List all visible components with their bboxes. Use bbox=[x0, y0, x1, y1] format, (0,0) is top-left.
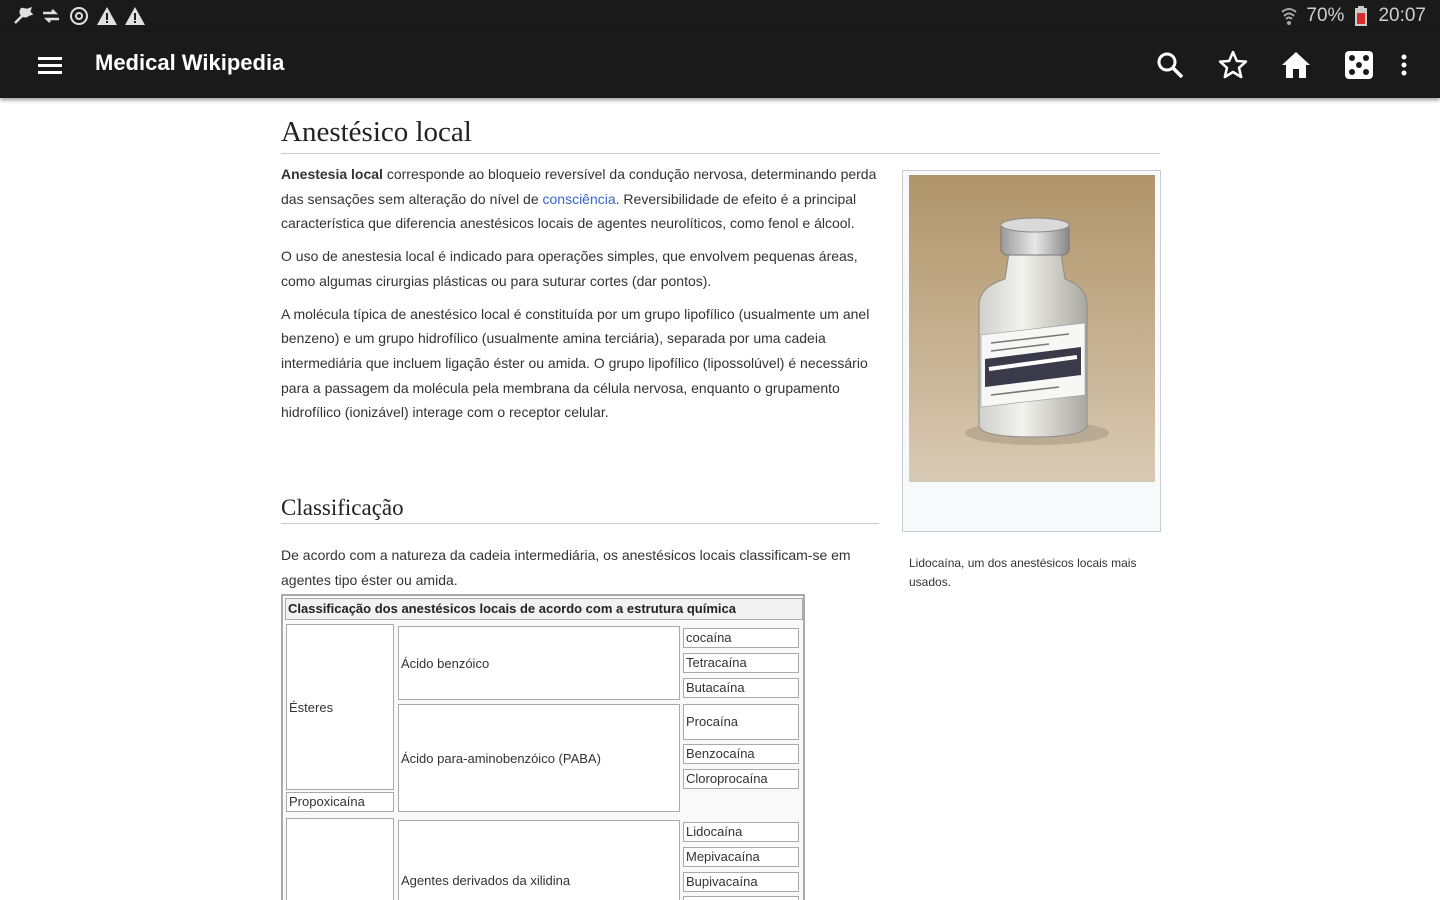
consciencia-link[interactable]: consciência bbox=[542, 190, 616, 207]
search-icon bbox=[1155, 50, 1185, 80]
random-article-button[interactable] bbox=[1339, 46, 1379, 84]
table-cell-group: Ésteres bbox=[286, 624, 394, 790]
lidocaine-vial-image[interactable] bbox=[909, 175, 1155, 482]
table-cell-drug: Mepivacaína bbox=[683, 847, 799, 867]
home-icon bbox=[1280, 50, 1312, 80]
overflow-menu-button[interactable] bbox=[1386, 46, 1422, 84]
home-button[interactable] bbox=[1276, 46, 1316, 84]
section-paragraph: De acordo com a natureza da cadeia intermediária, os anestésicos locais classificam-se em agentes tipo éster ou amida. bbox=[281, 547, 851, 588]
table-cell-drug: Butacaína bbox=[683, 678, 799, 698]
dice-icon bbox=[1344, 50, 1374, 80]
battery-level: 70% bbox=[1306, 5, 1345, 26]
table-cell-group bbox=[286, 818, 394, 900]
battery-icon bbox=[1350, 5, 1372, 27]
more-vert-icon bbox=[1400, 53, 1408, 77]
table-cell-drug bbox=[683, 896, 799, 900]
table-cell-drug-link[interactable]: Procaína bbox=[683, 704, 799, 740]
intro-text-2: . Reversibilidade de efeito é a principal característica que diferencia anestésicos locais de agentes neurolíticos, como fenol e álcool. bbox=[281, 190, 857, 232]
page-title: Anestésico local bbox=[281, 116, 1160, 154]
table-cell-drug-link[interactable]: Lidocaína bbox=[683, 822, 799, 842]
swap-icon bbox=[40, 5, 62, 27]
warning-icon bbox=[124, 5, 146, 27]
intro-paragraph bbox=[281, 162, 879, 236]
table-cell-drug-link[interactable]: Bupivacaína bbox=[683, 872, 799, 892]
clock: 20:07 bbox=[1378, 5, 1426, 26]
table-cell-group: Propoxicaína bbox=[286, 792, 394, 812]
article-content bbox=[281, 100, 1161, 900]
table-cell-drug: cocaína bbox=[683, 628, 799, 648]
wrench-icon bbox=[12, 5, 34, 27]
wifi-icon bbox=[1278, 5, 1300, 27]
table-cell-subgroup: Ácido para-aminobenzóico (PABA) bbox=[398, 704, 680, 812]
table-cell-drug-link[interactable]: Tetracaína bbox=[683, 653, 799, 673]
image-caption: Lidocaína, um dos anestésicos locais mais usados. bbox=[909, 556, 1137, 589]
table-caption: Classificação dos anestésicos locais de acordo com a estrutura química bbox=[285, 598, 803, 620]
search-button[interactable] bbox=[1150, 46, 1190, 84]
hamburger-icon bbox=[38, 55, 62, 75]
table-cell-subgroup: Agentes derivados da xilidina bbox=[398, 820, 680, 900]
table-cell-drug: Cloroprocaína bbox=[683, 769, 799, 789]
bookmark-button[interactable] bbox=[1213, 46, 1253, 84]
navigation-menu-button[interactable] bbox=[30, 46, 70, 84]
paragraph-3: A molécula típica de anestésico local é constituída por um grupo lipofílico (usualmente um anel benzeno) e um grupo hidrofílico (usualmente amina terciária), separada por uma cadeia intermediária que incluem ligação éster ou amida. O grupo lipofílico (lipossolúvel) é necessário para a passagem da molécula pela membrana da célula nervosa, enquanto o grupamento hidrofílico (ionizável) interage com o receptor celular. bbox=[281, 305, 870, 421]
notification-icons bbox=[12, 4, 146, 28]
table-cell-drug-link[interactable]: Benzocaína bbox=[683, 744, 799, 764]
at-icon bbox=[68, 5, 90, 27]
article-body bbox=[281, 162, 879, 433]
app-title: Medical Wikipedia bbox=[95, 50, 285, 75]
table-cell-subgroup: Ácido benzóico bbox=[398, 626, 680, 700]
star-icon bbox=[1217, 49, 1249, 81]
status-bar bbox=[0, 0, 1440, 32]
classification-table bbox=[281, 594, 805, 900]
system-status bbox=[1278, 4, 1426, 28]
app-bar bbox=[0, 32, 1440, 98]
image-thumbnail bbox=[902, 170, 1161, 589]
warning-icon bbox=[96, 5, 118, 27]
intro-bold: Anestesia local bbox=[281, 166, 383, 182]
intro-text-1: corresponde ao bloqueio reversível da condução nervosa, determinando perda das sensações sem alteração do nível de bbox=[281, 166, 877, 207]
section-heading: Classificação bbox=[281, 495, 879, 524]
paragraph-2: O uso de anestesia local é indicado para operações simples, que envolvem pequenas áreas, como algumas cirurgias plásticas ou para suturar cortes (dar pontos). bbox=[281, 248, 858, 289]
